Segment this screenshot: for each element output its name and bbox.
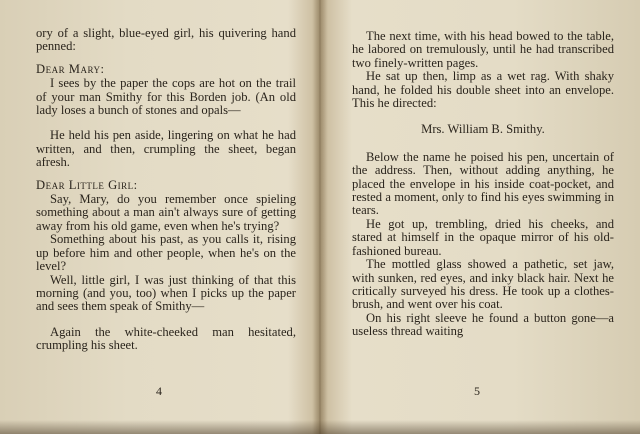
letter-salutation: Dear Mary: bbox=[36, 61, 105, 76]
paragraph: On his right sleeve he found a button gone—a useless thread waiting bbox=[352, 310, 614, 339]
page-edge-shadow bbox=[0, 420, 640, 434]
page-number: 5 bbox=[474, 383, 480, 398]
paragraph: The next time, with his head bowed to the table, he labored on tremulously, until he had transcribed two finely-written pages. bbox=[352, 29, 614, 70]
paragraph: ory of a slight, blue-eyed girl, his quivering hand penned: bbox=[36, 26, 296, 54]
paragraph: Below the name he poised his pen, uncertain of the address. Then, without adding anything, he placed the envelope in his inside coat-pocket, and rested a moment, only to find his eyes swimming in tears. bbox=[352, 149, 614, 218]
letter-salutation: Dear Little Girl: bbox=[36, 177, 138, 192]
paragraph: He got up, trembling, dried his cheeks, and stared at himself in the opaque mirror of his old-fashioned bureau. bbox=[352, 216, 614, 258]
paragraph: He held his pen aside, lingering on what he had written, and then, crumpling the sheet, began afresh. bbox=[36, 128, 296, 170]
paragraph: The mottled glass showed a pathetic, set jaw, with sunken, red eyes, and inky black hair. Next he critically surveyed his dress. He took up a clothes-brush, and went over his coat. bbox=[352, 257, 614, 312]
paragraph: Say, Mary, do you remember once spieling something about a man ain't always sure of getting away from his old game, even when he's trying? bbox=[36, 192, 296, 233]
paragraph: Something about his past, as you calls it, rising up before him and other people, when he's on the level? bbox=[36, 232, 296, 274]
paragraph: I sees by the paper the cops are hot on the trail of your man Smithy for this Borden job. (An old lady loses a bunch of stones and opals— bbox=[36, 76, 296, 118]
paragraph: Again the white-cheeked man hesitated, crumpling his sheet. bbox=[36, 324, 296, 353]
paragraph: He sat up then, limp as a wet rag. With shaky hand, he folded his double sheet into an envelope. This he directed: bbox=[352, 69, 614, 111]
page-number: 4 bbox=[156, 383, 162, 398]
envelope-address: Mrs. William B. Smithy. bbox=[421, 122, 545, 137]
right-page bbox=[322, 0, 640, 434]
paragraph: Well, little girl, I was just thinking of that this morning (and you, too) when I picks up the paper and sees them speak of Smithy— bbox=[36, 272, 296, 314]
left-page bbox=[0, 0, 318, 434]
